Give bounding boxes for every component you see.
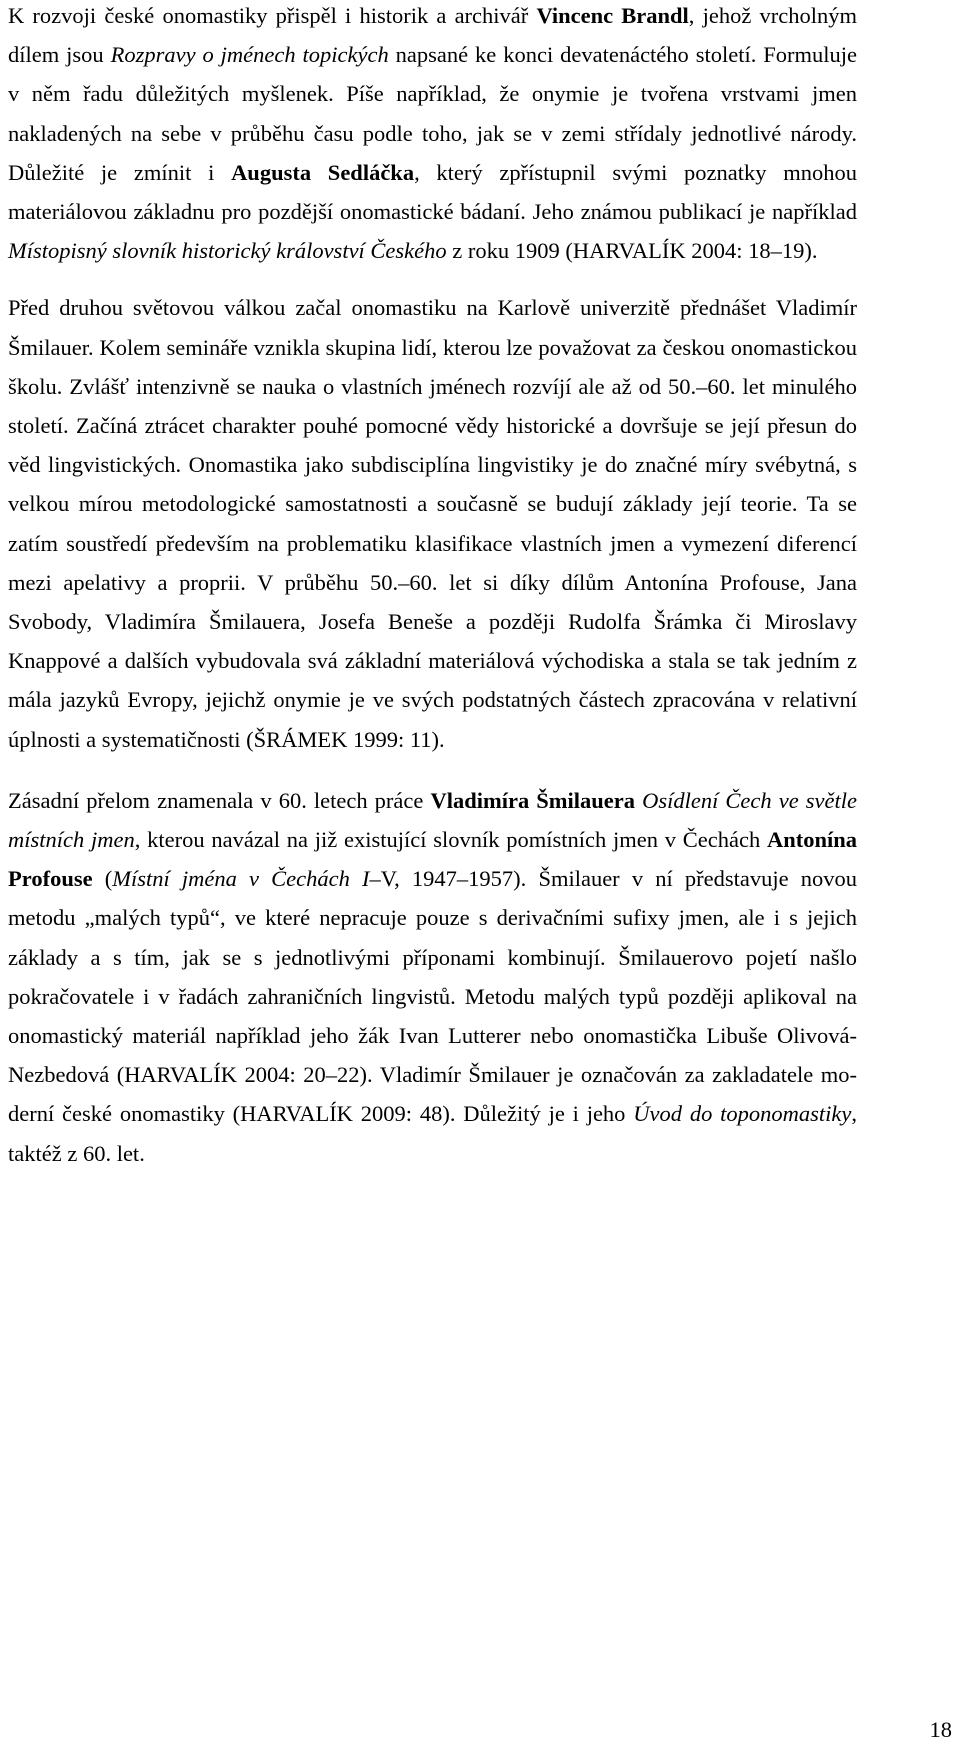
text-run: Před druhou světovou válkou začal onomastiku na Karlově univerzitě přednášet Vladimír Šmilauer. Kolem semináře vznikla skupina lidí, kterou lze považovat za českou onomastickou školu. Zvlášť intenzivně se nauka o vlastních jménech rozvíjí ale až od 50.–60. let minulého století. Začíná ztrácet charakter pouhé pomocné vědy historické a dovršuje se její přesun do věd lingvistických. Onomastika jako subdisciplína lingvistiky je do značné míry svébytná, s velkou mírou metodologické samostatnosti a současně se budují základy její teorie. Ta se zatím soustředí především na problematiku klasifikace vlastních jmen a vymezení diferencí mezi apelativy a proprii. V průběhu 50.–60. let si díky dílům Antonína Profouse, Jana Svobody, Vladimíra Šmilauera, Josefa Beneše a později Rudolfa Šrámka či Miroslavy Knappové a dalších vybudovala svá základní materiálová východiska a stala se tak jedním z mála jazyků Evropy, jejichž onymie je ve svých podstatných částech zpracována v relativní úplnosti a systematičnosti (ŠRÁMEK 1999: 11).: [8, 295, 857, 752]
text-run: , taktéž z 60. let.: [8, 1101, 858, 1166]
page-number: 18: [929, 1717, 952, 1742]
text-run: z roku 1909 (HARVALÍK 2004: 18–19).: [446, 238, 818, 264]
bold-name: Vincenc Brandl: [536, 3, 689, 28]
text-run: –V, 1947–1957). Šmilauer v ní představuje novou metodu „malých typů“, ve které nepracuje pouze s derivačními sufixy jmen, ale i s jejich základy a s tím, jak se s jednotlivými příponami kombinují. Šmilauerovo pojetí našlo pokračovatele i v řadách zahraničních lingvistů. Metodu malých typů později aplikoval na onomastický materiál například jeho žák Ivan Lutterer nebo onomastička Libuše Olivová-Nezbedová (HARVALÍK 2004: 20–22). Vladimír Šmilauer je označován za zakladatele moderní české onomastiky (HARVALÍK 2009: 48). Důležitý je i jeho: [8, 866, 858, 1127]
italic-title: Osídlení Čech ve světle místních jmen: [8, 787, 857, 853]
italic-title: Úvod do toponomastiky: [633, 1101, 852, 1127]
bold-name: Antonína Profouse: [8, 827, 857, 892]
paragraph: [8, 288, 857, 758]
document-page: [8, 0, 857, 1173]
bold-name: Vladimíra Šmilauera: [430, 787, 636, 813]
text-run: , jehož vrcholným dílem jsou: [8, 3, 857, 68]
text-run: Zásadní přelom znamenala v 60. letech práce: [8, 787, 431, 813]
text-run: K rozvoji české onomastiky přispěl i historik a archivář: [8, 3, 537, 28]
bold-name: Augusta Sedláčka: [231, 159, 415, 185]
text-run: (: [92, 866, 113, 892]
text-run: , který zpřístupnil svými poznatky mnohou materiálovou základnu pro pozdější onomastické bádaní. Jeho známou publikací je například: [8, 159, 857, 225]
italic-title: Místopisný slovník historický království Českého: [8, 238, 447, 264]
paragraph: [8, 0, 857, 270]
paragraph: [8, 781, 857, 1173]
italic-title: Rozpravy o jménech topických: [110, 42, 389, 68]
italic-title: Místní jména v Čechách I: [112, 866, 370, 892]
text-run: , kterou navázal na již existující slovník pomístních jmen v Čechách: [134, 827, 767, 853]
text-run: napsané ke konci devatenáctého století. Formuluje v něm řadu důležitých myšlenek. Píše například, že onymie je tvořena vrstvami jmen nakladených na sebe v průběhu času podle toho, jak se v zemi střídaly jednotlivé národy. Důležité je zmínit i: [8, 42, 858, 185]
